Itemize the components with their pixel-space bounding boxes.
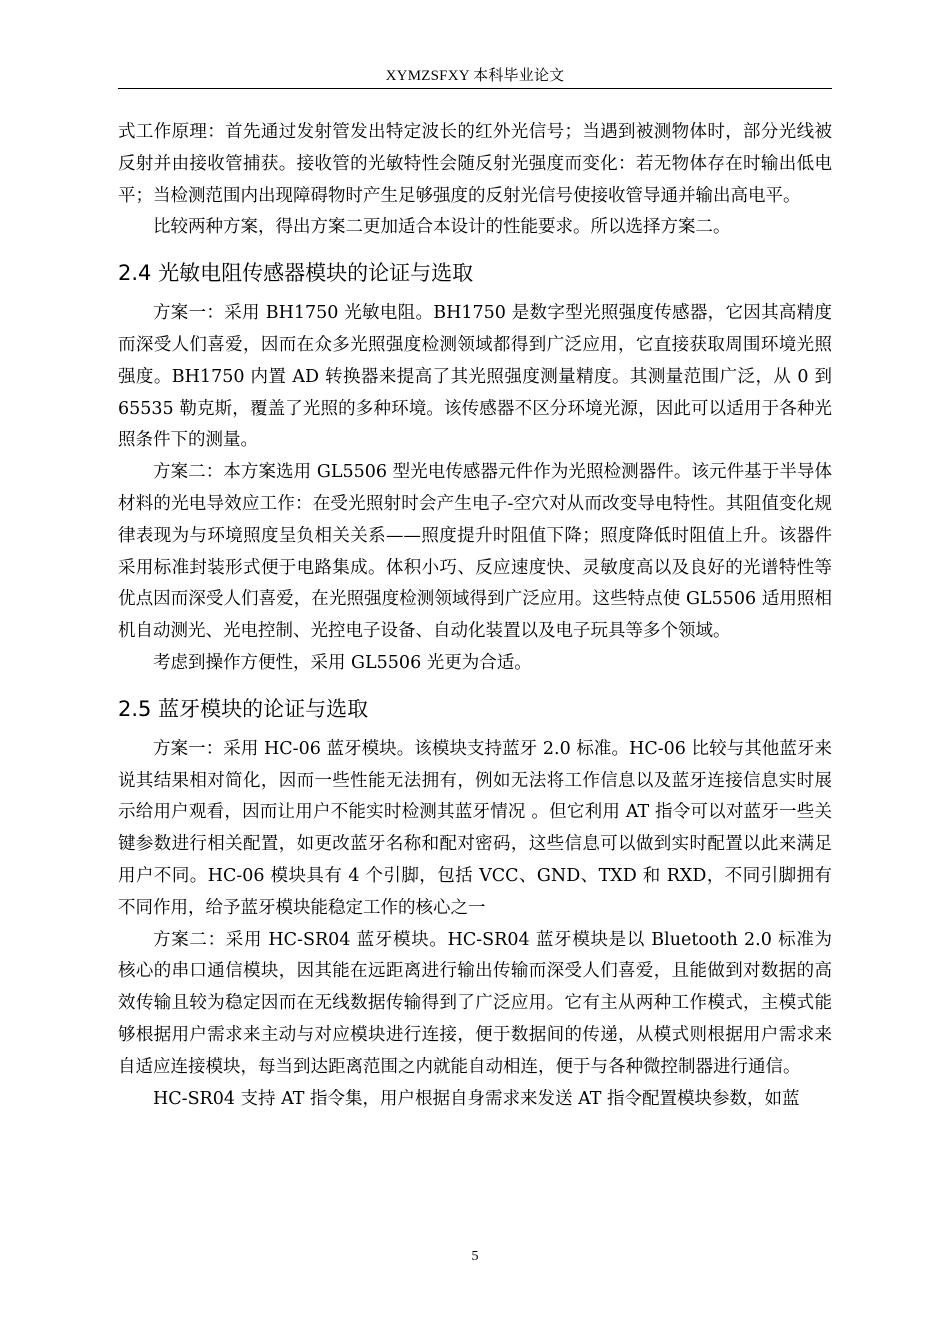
- paragraph: 方案二：本方案选用 GL5506 型光电传感器元件作为光照检测器件。该元件基于半导体材料的光电导效应工作：在受光照射时会产生电子-空穴对从而改变导电特性。其阻值变化规律表现为与环境照度呈负相关关系——照度提升时阻值下降；照度降低时阻值上升。该器件采用标准封装形式便于电路集成。体积小巧、反应速度快、灵敏度高以及良好的光谱特性等优点因而深受人们喜爱，在光照强度检测领域得到广泛应用。这些特点使 GL5506 适用照相机自动测光、光电控制、光控电子设备、自动化装置以及电子玩具等多个领域。: [118, 462, 832, 642]
- paragraph: 式工作原理：首先通过发射管发出特定波长的红外光信号；当遇到被测物体时，部分光线被反射并由接收管捕获。接收管的光敏特性会随反射光强度而变化：若无物体存在时输出低电平；当检测范围内出现障碍物时产生足够强度的反射光信号使接收管导通并输出高电平。: [118, 122, 832, 206]
- paragraph: 考虑到操作方便性，采用 GL5506 光更为合适。: [153, 652, 532, 673]
- paragraph: 方案二：采用 HC-SR04 蓝牙模块。HC-SR04 蓝牙模块是以 Bluetooth 2.0 标准为核心的串口通信模块，因其能在远距离进行输出传输而深受人们喜爱，且能做到对数据的高效传输且较为稳定因而在无线数据传输得到了广泛应用。它有主从两种工作模式，主模式能够根据用户需求来主动与对应模块进行连接，便于数据间的传递，从模式则根据用户需求来自适应连接模块，每当到达距离范围之内就能自动相连，便于与各种微控制器进行通信。: [118, 929, 832, 1077]
- paragraph: 比较两种方案，得出方案二更加适合本设计的性能要求。所以选择方案二。: [153, 217, 731, 238]
- page-header: XYMZSFXY 本科毕业论文: [385, 68, 565, 84]
- header-divider: [118, 88, 832, 89]
- section-heading-2-4: 2.4 光敏电阻传感器模块的论证与选取: [118, 261, 474, 286]
- section-heading-2-5: 2.5 蓝牙模块的论证与选取: [118, 696, 369, 721]
- paragraph: 方案一：采用 BH1750 光敏电阻。BH1750 是数字型光照强度传感器，它因其高精度而深受人们喜爱，因而在众多光照强度检测领域都得到广泛应用，它直接获取周围环境光照强度。BH1750 内置 AD 转换器来提高了其光照强度测量精度。其测量范围广泛，从 0 到 65535 勒克斯，覆盖了光照的多种环境。该传感器不区分环境光源，因此可以适用于各种光照条件下的测量。: [118, 303, 832, 451]
- paragraph: 方案一：采用 HC-06 蓝牙模块。该模块支持蓝牙 2.0 标准。HC-06 比较与其他蓝牙来说其结果相对简化，因而一些性能无法拥有，例如无法将工作信息以及蓝牙连接信息实时展示给用户观看，因而让用户不能实时检测其蓝牙情况 。但它利用 AT 指令可以对蓝牙一些关键参数进行相关配置，如更改蓝牙名称和配对密码，这些信息可以做到实时配置以此来满足用户不同。HC-06 模块具有 4 个引脚，包括 VCC、GND、TXD 和 RXD，不同引脚拥有不同作用，给予蓝牙模块能稳定工作的核心之一: [118, 738, 832, 918]
- page-body: [118, 117, 832, 1115]
- paragraph: HC-SR04 支持 AT 指令集，用户根据自身需求来发送 AT 指令配置模块参数，如蓝: [153, 1088, 800, 1109]
- page-number: 5: [471, 1249, 479, 1264]
